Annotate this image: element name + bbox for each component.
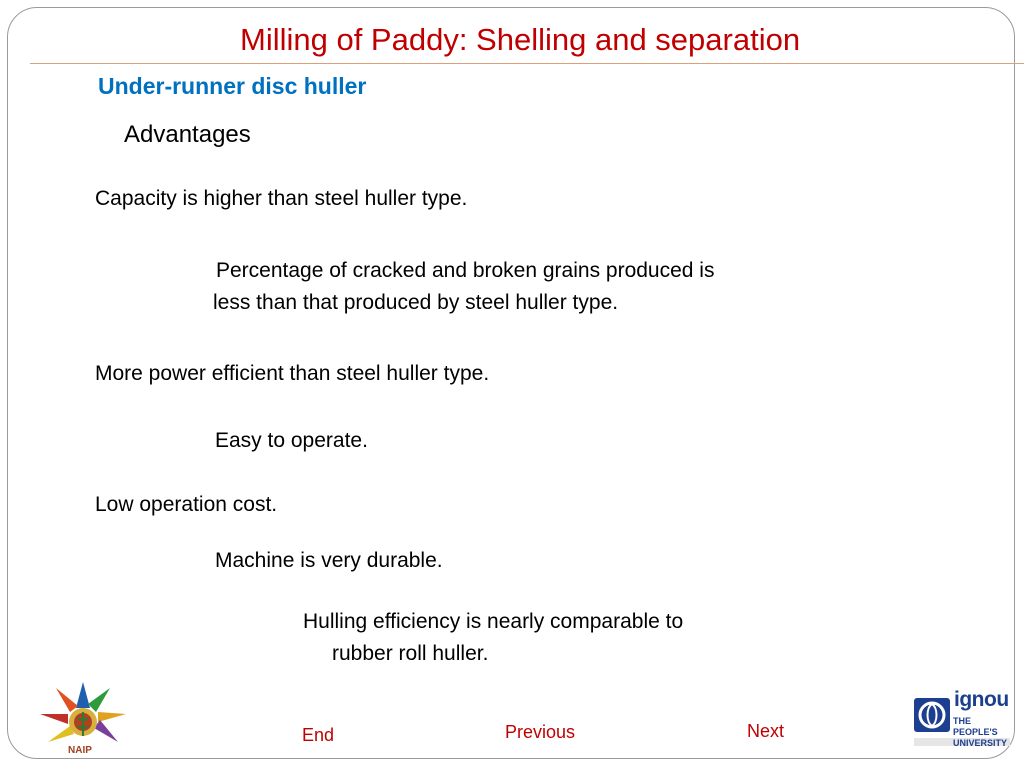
ignou-logo-name: ignou — [954, 688, 1009, 711]
advantage-item — [95, 183, 467, 215]
advantage-item — [95, 489, 277, 521]
slide-subtitle: Under-runner disc huller — [98, 73, 367, 99]
advantage-text: rubber roll huller. — [332, 642, 489, 665]
advantage-text: More power efficient than steel huller type. — [95, 362, 490, 385]
ignou-tagline-line: THE PEOPLE'S — [953, 716, 998, 737]
advantage-text: Machine is very durable. — [215, 549, 443, 572]
naip-logo-text: NAIP — [68, 745, 92, 756]
section-heading: Advantages — [124, 121, 251, 148]
slide-title: Milling of Paddy: Shelling and separation — [240, 22, 801, 57]
ignou-logo-tagline — [953, 716, 1013, 749]
next-link[interactable]: Next — [747, 721, 785, 741]
advantage-text: Low operation cost. — [95, 493, 278, 516]
advantage-text: Easy to operate. — [215, 429, 368, 452]
advantage-text: Percentage of cracked and broken grains produced is — [216, 259, 715, 282]
title-divider — [30, 63, 1024, 64]
advantage-item — [215, 545, 443, 577]
advantage-text: Capacity is higher than steel huller type. — [95, 187, 468, 210]
end-link[interactable]: End — [302, 725, 335, 745]
previous-link[interactable]: Previous — [505, 722, 576, 742]
advantage-text: less than that produced by steel huller type. — [213, 291, 619, 314]
ignou-tagline-line: UNIVERSITY — [953, 738, 1008, 748]
advantage-text: Hulling efficiency is nearly comparable to — [303, 610, 684, 633]
advantage-item — [303, 606, 683, 670]
advantage-item — [215, 425, 368, 457]
advantage-item — [95, 358, 489, 390]
advantage-item — [213, 255, 714, 319]
